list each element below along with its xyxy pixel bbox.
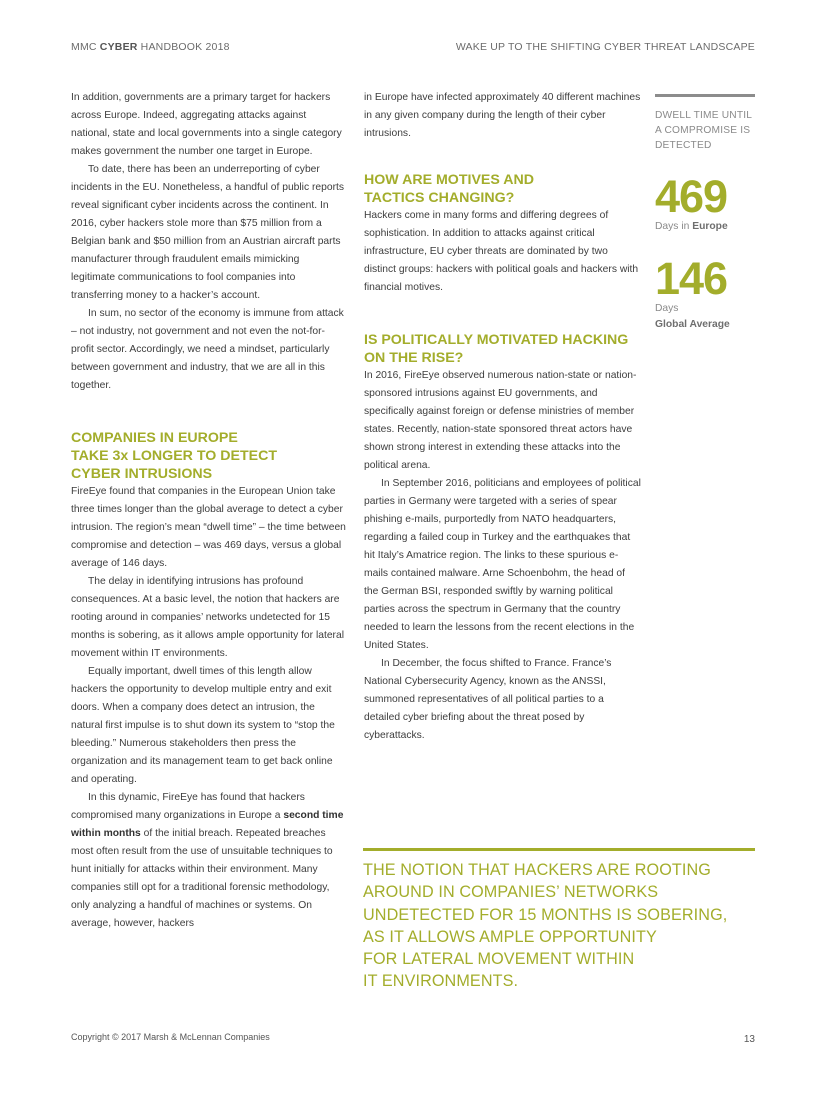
section-heading-motives: HOW ARE MOTIVES AND TACTICS CHANGING? bbox=[364, 172, 534, 206]
stat-global-caption: Days Global Average bbox=[655, 303, 730, 330]
page-number: 13 bbox=[743, 1034, 755, 1045]
pull-quote bbox=[363, 848, 755, 993]
dwell-time-sidebar bbox=[655, 94, 755, 333]
sidebar-rule bbox=[655, 94, 755, 97]
brand-post: HANDBOOK 2018 bbox=[137, 41, 230, 53]
paragraph: FireEye found that companies in the European Union take three times longer than the global average to detect a cyber intrusion. The region’s mean “dwell time” – the time between compromise and detection – was 469 days, versus a global average of 146 days. bbox=[71, 486, 346, 569]
paragraph: In this dynamic, FireEye has found that hackers compromised many organizations in Europe a second time within months of the initial breach. Repeated breaches most often result from the use of unsuitable techniques to hunt initially for attacks within their environment. Many companies still opt for a traditional forensic methodology, only analyzing a handful of machines or systems. On average, however, hackers bbox=[71, 792, 344, 929]
running-header-title bbox=[71, 41, 230, 53]
sidebar-label: DWELL TIME UNTIL A COMPROMISE IS DETECTED bbox=[655, 110, 753, 151]
paragraph: In December, the focus shifted to France. France’s National Cybersecurity Agency, known as the ANSSI, summoned representatives of all political parties to a detailed cyber briefing about the threat posed by cyberattacks. bbox=[364, 658, 612, 741]
paragraph: Equally important, dwell times of this length allow hackers the opportunity to develop multiple entry and exit doors. When a company does detect an intrusion, the natural first impulse is to shut down its system to “stop the bleeding.” Numerous stakeholders then press the organization and its management team to get back online and operating. bbox=[71, 666, 335, 785]
pull-quote-text: THE NOTION THAT HACKERS ARE ROOTING AROUND IN COMPANIES’ NETWORKS UNDETECTED FOR 15 MONTHS IS SOBERING, AS IT ALLOWS AMPLE OPPORTUNITY FOR LATERAL MOVEMENT WITHIN IT ENVIRONMENTS. bbox=[363, 861, 728, 991]
stat-europe-value: 469 bbox=[655, 171, 728, 222]
stat-europe-caption: Days in Europe bbox=[655, 221, 728, 232]
paragraph: In September 2016, politicians and employees of political parties in Germany were targeted with a series of spear phishing e-mails, purportedly from NATO headquarters, regarding a failed coup in Turkey and the earthquakes that hit Italy’s Amatrice region. The links to these spurious e-mails contained malware. Arne Schoenbohm, the head of the German BSI, responded swiftly by warning political parties across the spectrum in Germany that the country needed to learn the lessons from the recent elections in the United States. bbox=[364, 478, 641, 651]
paragraph: The delay in identifying intrusions has profound consequences. At a basic level, the notion that hackers are rooting around in companies’ networks undetected for 15 months is sobering, as it allows ample opportunity for lateral movement within IT environments. bbox=[71, 576, 344, 659]
section-heading-political: IS POLITICALLY MOTIVATED HACKING ON THE RISE? bbox=[364, 332, 629, 366]
brand-bold: CYBER bbox=[99, 41, 138, 53]
section-heading-detection: COMPANIES IN EUROPE TAKE 3x LONGER TO DETECT CYBER INTRUSIONS bbox=[71, 430, 278, 482]
stat-global-value: 146 bbox=[655, 253, 728, 304]
emphasis: second time within months bbox=[71, 810, 344, 839]
middle-column bbox=[364, 89, 642, 745]
paragraph: In addition, governments are a primary target for hackers across Europe. Indeed, aggregating attacks against national, state and local governments into a single category makes government the number one target in Europe. bbox=[71, 92, 342, 157]
copyright: Copyright © 2017 Marsh & McLennan Companies bbox=[71, 1032, 270, 1042]
running-header-section: WAKE UP TO THE SHIFTING CYBER THREAT LANDSCAPE bbox=[455, 41, 755, 53]
pull-quote-rule bbox=[363, 848, 755, 851]
left-column bbox=[71, 89, 346, 933]
paragraph: Hackers come in many forms and differing degrees of sophistication. In addition to attacks against critical infrastructure, EU cyber threats are dominated by two distinct groups: hackers with political goals and hackers with financial motives. bbox=[364, 210, 639, 293]
paragraph: To date, there has been an underreporting of cyber incidents in the EU. Nonetheless, a handful of public reports reveal significant cyber incidents across the continent. In 2016, cyber hackers stole more than $75 million from a Belgian bank and $50 million from an Austrian aircraft parts manufacturer through fraudulent emails mimicking legitimate communications to fool companies into transferring money to a hacker’s account. bbox=[71, 164, 345, 301]
brand-pre: MMC bbox=[71, 41, 100, 53]
paragraph: in Europe have infected approximately 40 different machines in any given company during the length of their cyber intrusions. bbox=[364, 92, 641, 139]
paragraph: In 2016, FireEye observed numerous nation-state or nation-sponsored intrusions against EU governments, and specifically against foreign or defense ministries of member states. Recently, nation-state sponsored threat actors have shown strong interest in extending these attacks into the political arena. bbox=[364, 370, 637, 471]
paragraph: In sum, no sector of the economy is immune from attack – not industry, not government and not even the not-for-profit sector. Accordingly, we need a mindset, particularly between government and industry, that we are all in this together. bbox=[71, 308, 344, 391]
